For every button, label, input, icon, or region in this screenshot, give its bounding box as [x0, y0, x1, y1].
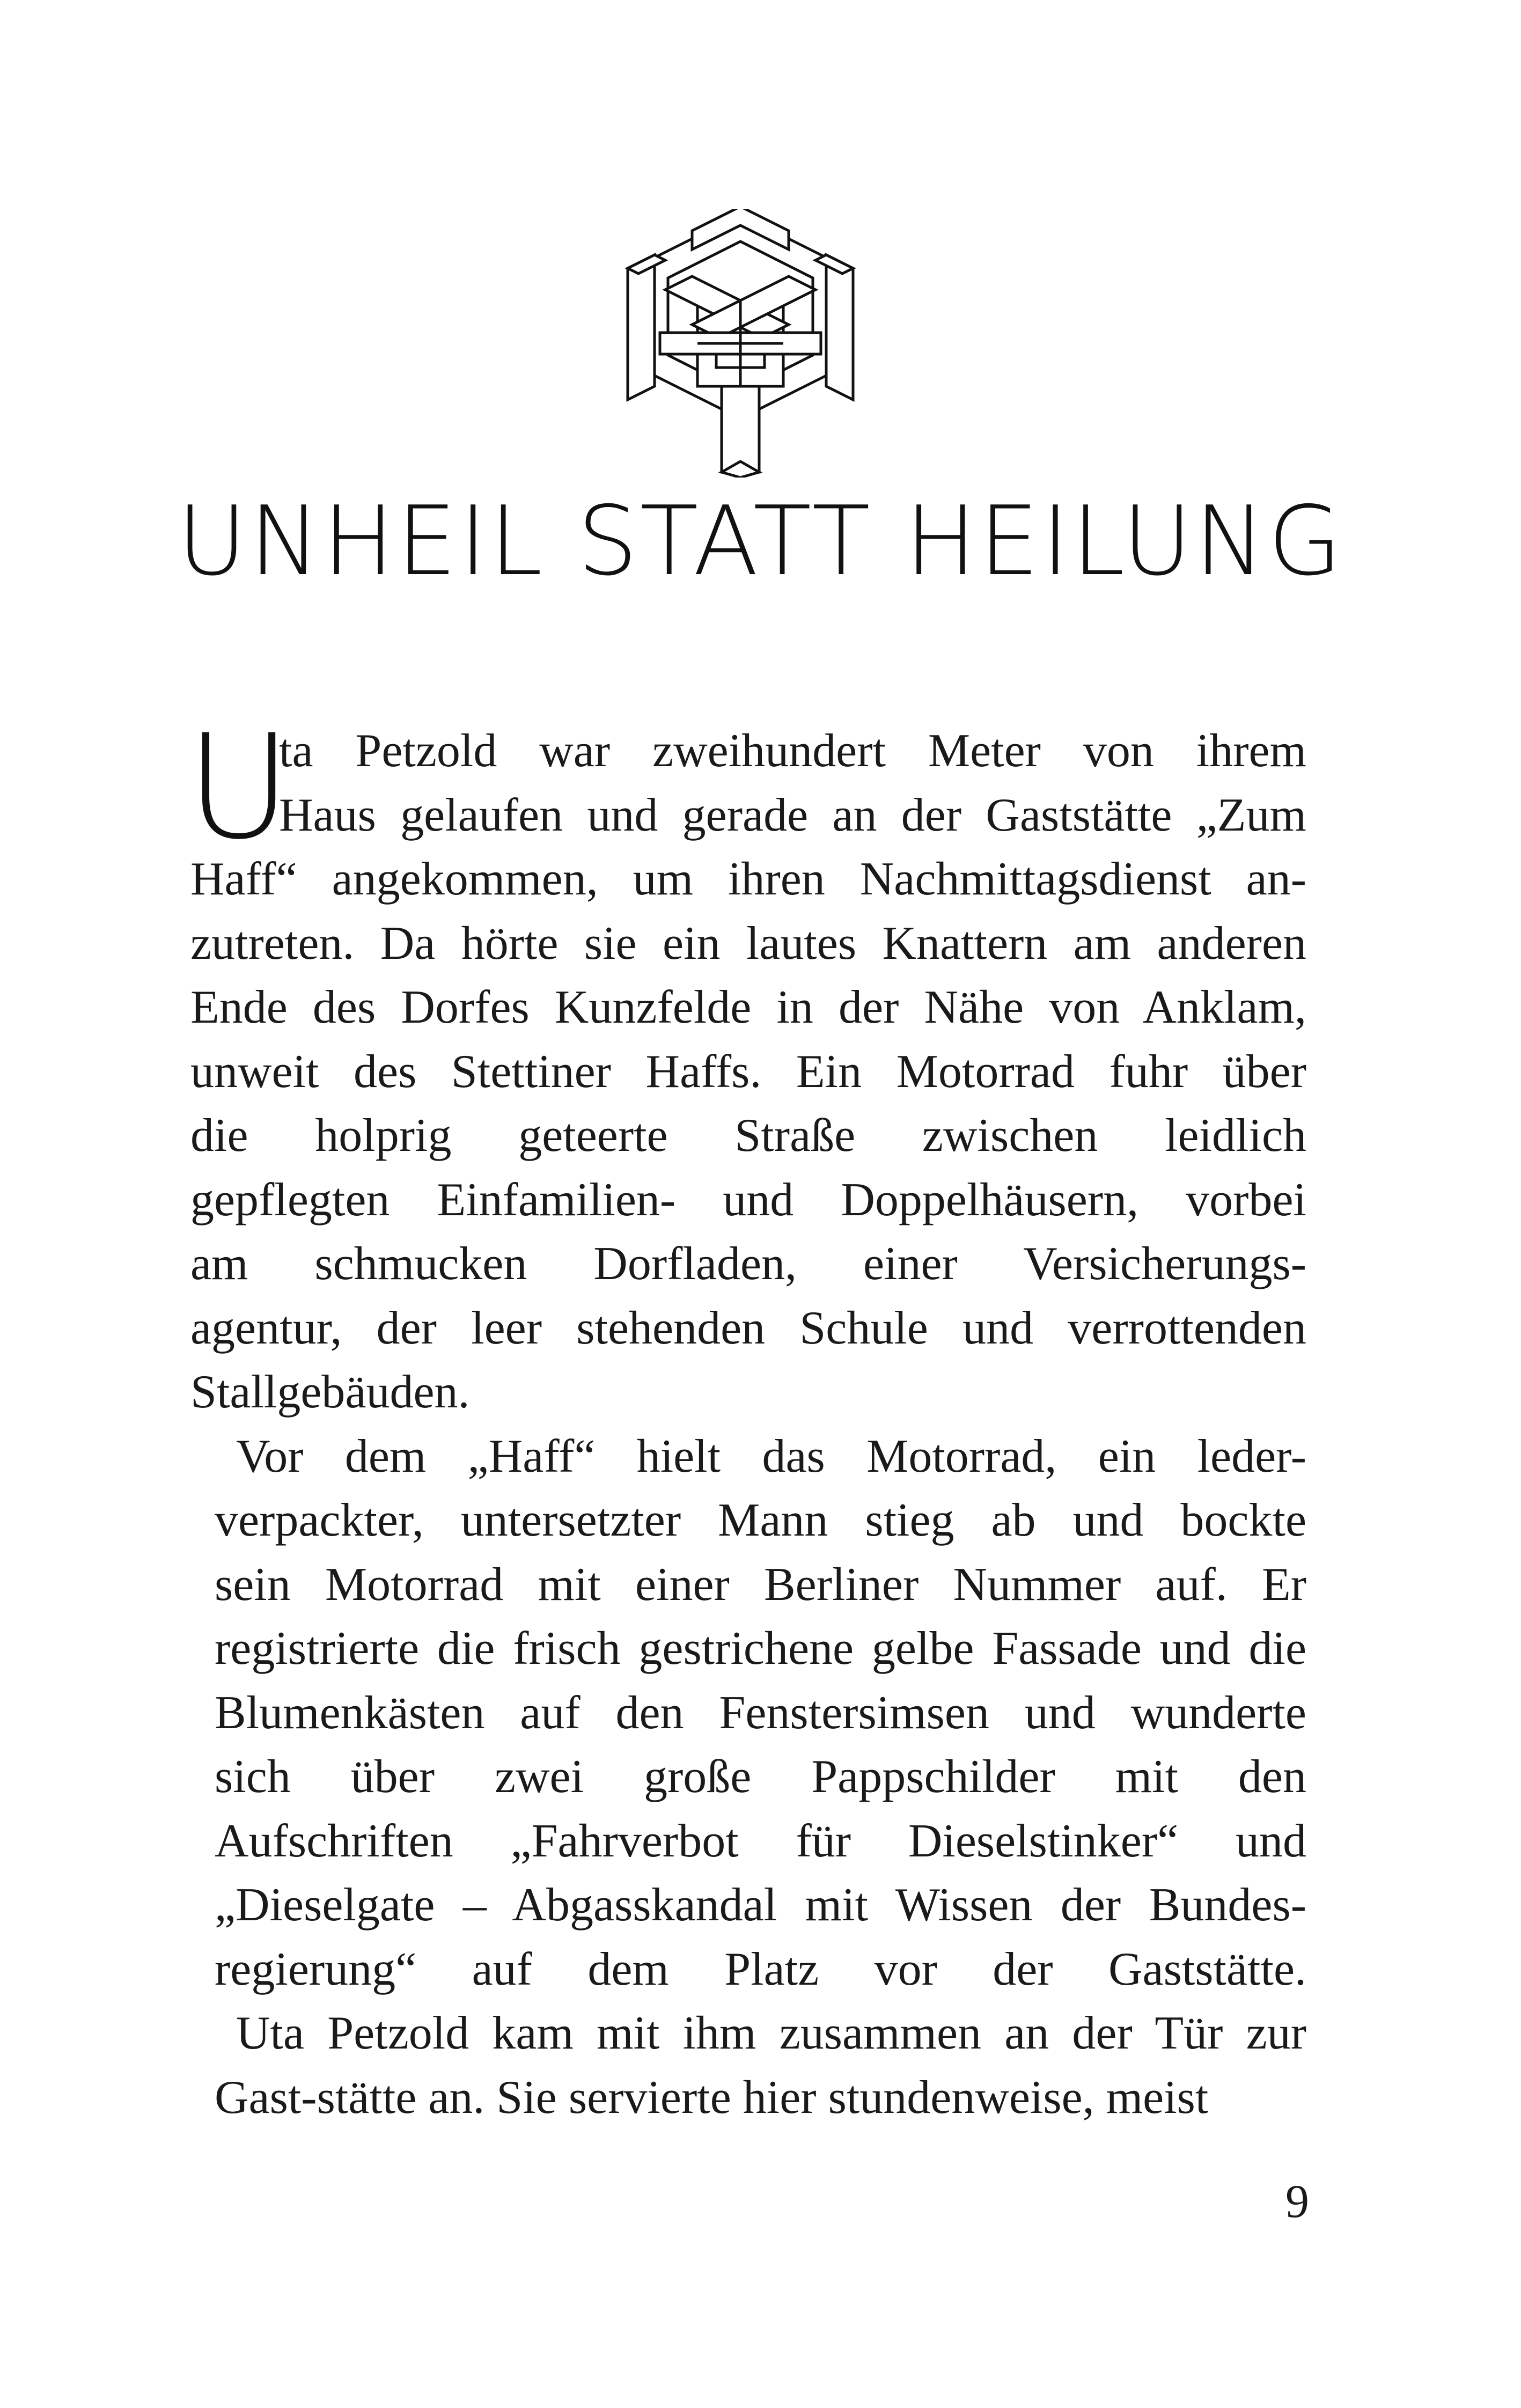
text-line: Haus gelaufen und gerade an der Gaststätte „Zum	[279, 789, 1306, 841]
page-number: 9	[1285, 2176, 1309, 2228]
text-line: die holprig geteerte Straße zwischen leidlich	[190, 1110, 1306, 1162]
text-line: ta Petzold war zweihundert Meter von ihrem	[279, 725, 1306, 777]
paragraph-1	[190, 719, 1306, 1425]
text-line: zutreten. Da hörte sie ein lautes Knattern am anderen	[190, 917, 1306, 970]
text-line: sein Motorrad mit einer Berliner Nummer auf. Er	[215, 1558, 1306, 1611]
text-line: sich über zwei große Pappschilder mit den	[215, 1751, 1306, 1803]
text-line: Aufschriften „Fahrverbot für Dieselstinker“ und	[215, 1815, 1306, 1867]
text-line: unweit des Stettiner Haffs. Ein Motorrad fuhr über	[190, 1045, 1306, 1098]
text-line: Gast-stätte an. Sie servierte hier stundenweise, meist	[215, 2071, 1209, 2124]
text-line: Stallgebäuden.	[190, 1366, 470, 1418]
chapter-title: UNHEIL STATT HEILUNG	[177, 486, 1344, 597]
text-line: regierung“ auf dem Platz vor der Gaststätte.	[215, 1943, 1306, 1995]
text-line: Blumenkästen auf den Fenstersimsen und wunderte	[215, 1686, 1306, 1739]
body-text	[186, 704, 1306, 2130]
text-line: „Dieselgate – Abgasskandal mit Wissen der Bundes-	[215, 1879, 1306, 1931]
text-line: Vor dem „Haff“ hielt das Motorrad, ein leder-	[236, 1430, 1306, 1482]
drop-cap: U	[186, 704, 292, 871]
paragraph-2	[190, 1425, 1306, 2130]
text-line: am schmucken Dorfladen, einer Versicherungs-	[190, 1238, 1306, 1290]
text-line: Haff“ angekommen, um ihren Nachmittagsdienst an-	[190, 853, 1306, 905]
text-line: verpackter, untersetzter Mann stieg ab und bockte	[215, 1494, 1306, 1546]
impossible-cube-icon	[612, 209, 869, 478]
text-line: Uta Petzold kam mit ihm zusammen an der Tür zur	[236, 2007, 1306, 2059]
text-line: registrierte die frisch gestrichene gelbe Fassade und die	[215, 1623, 1306, 1675]
text-line: agentur, der leer stehenden Schule und verrottenden	[190, 1302, 1306, 1354]
text-line: Ende des Dorfes Kunzfelde in der Nähe von Anklam,	[190, 981, 1306, 1033]
text-line: gepflegten Einfamilien- und Doppelhäusern, vorbei	[190, 1173, 1306, 1226]
